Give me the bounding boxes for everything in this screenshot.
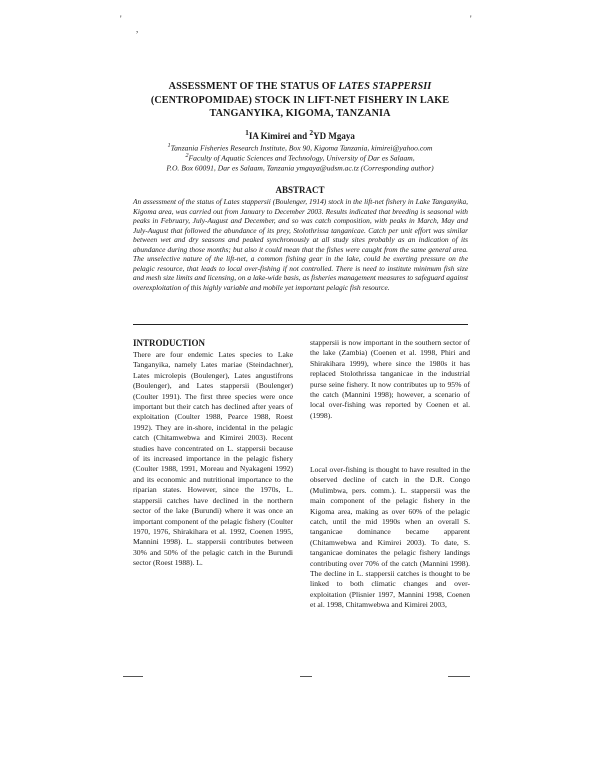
corner-mark-left: ' [120,14,122,24]
footer-dash-mid [300,676,312,677]
abstract-body: An assessment of the status of Lates stappersii (Boulenger, 1914) stock in the lift-net fishery in Lake Tanganyika, Kigoma area, was carried out from January to December 2003. Results indicated that breeding is seasonal with peaks in February, July-August and December, and so was catch composition, with peaks in March, May and July-August that followed the abundance of its prey, Stolothrissa tanganicae. Catch per unit effort was similar between wet and dry seasons and peaked synchronously at all study sites probably as an indication of its abundance during those months; but also it could mean that the fishes were caught from the same general area. The unselective nature of the lift-net, a common fishing gear in the lake, could be exerting pressure on the pelagic resource, that leads to local over-fishing if not controlled. There is need to institute minimum fish size and mesh size limits and licensing, on a lake-wide basis, as fisheries management measures to safeguard against overexploitation of this highly variable and mobile yet important pelagic fish resource. [133,197,468,292]
title-line-2: (CENTROPOMIDAE) STOCK IN LIFT-NET FISHERY IN LAKE [150,94,450,106]
abstract-heading: ABSTRACT [275,185,325,195]
author-line: $^1$IA Kimirei and $^2$YD Mgaya [245,128,355,141]
affiliation-1: $^1$Tanzania Fisheries Research Institute, Box 90, Kigoma Tanzania, kimirei@yahoo.com [167,142,433,153]
intro-right-para-1: stappersii is now important in the southern sector of the lake (Zambia) (Coenen et al. 1998, Phiri and Shirakihara 1999), where since the 1980s it has replaced Stolothrissa tanganicae in the industrial purse seine fishery. It now contributes up to 95% of the catch (Mannini 1998); however, a scenario of local over-fishing was reported by Coenen et al. (1998). [310,338,470,420]
affiliation-2: $^2$Faculty of Aquatic Sciences and Technology, University of Dar es Salaam, [185,152,415,163]
paper-title [150,80,450,121]
title-line-1: ASSESSMENT OF THE STATUS OF LATES STAPPERSII [168,81,432,92]
footer-dash-left [123,676,143,677]
affiliation-3: P.O. Box 60091, Dar es Salaam, Tanzania ymgaya@udsm.ac.tz (Corresponding author) [166,163,434,173]
footer-dash-right [448,676,470,677]
corner-mark-right: ' [470,14,472,24]
abstract-divider [133,324,468,325]
corner-mark-mid: , [136,24,139,34]
introduction-heading: INTRODUCTION [133,338,206,348]
title-species: LATES STAPPERSII [338,81,432,92]
intro-left-column: There are four endemic Lates species to Lake Tanganyika, namely Lates mariae (Steindachner), Lates microlepis (Boulenger), Lates angustifrons (Boulenger), and Lates stappersii (Boulenger) (Coulter 1991). The first three species were once important but their catch has declined after years of exploitation (Coulter 1988, Pearce 1988, Roest 1992). They are in-shore, incidental in the pelagic catch (Chitamwebwa and Kimirei 2003). Recent studies have concentrated on L. stappersii because of its increased importance in the pelagic fishery (Coulter 1988, 1991, Moreau and Nyakageni 1992) and its economic and nutritional importance to the riparian states. However, since the 1970s, L. stappersii catches have declined in the northern sector of the lake (Burundi) where it was once an important component of the pelagic fishery (Coulter 1970, 1976, Shirakihara et al. 1992, Coenen 1995, Mannini 1998). L. stappersii contributes between 30% and 50% of the pelagic catch in the Burundi sector (Roest 1988). L. [133,350,293,568]
author-1: IA Kimirei [248,131,291,141]
intro-right-para-2: Local over-fishing is thought to have resulted in the observed decline of catch in the D.R. Congo (Mulimbwa, pers. comm.). L. stappersii was the main component of the pelagic fishery in the Kigoma area, making as over 60% of the pelagic catch, until the mid 1990s when an overall S. tanganicae dominance became apparent (Chitamwebwa and Kimirei 2003). To date, S. tanganicae dominates the pelagic fishery landings contributing over 70% of the catch (Mannini 1998). The decline in L. stappersii catches is thought to be linked to both climatic changes and over-exploitation (Plisnier 1997, Mannini 1998, Coenen et al. 1998, Chitamwebwa and Kimirei 2003, [310,465,470,610]
author-2: YD Mgaya [313,131,355,141]
title-line-3: TANGANYIKA, KIGOMA, TANZANIA [209,108,391,119]
